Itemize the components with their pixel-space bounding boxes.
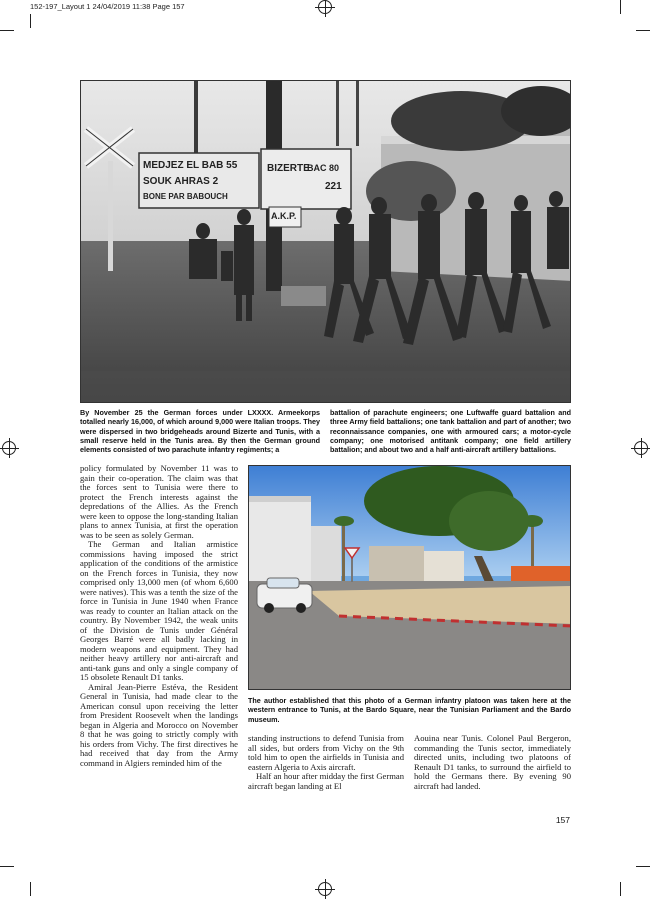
body-paragraph: Aouina near Tunis. Colonel Paul Bergeron, commanding the Tunis sector, immediately directed units, including two platoons of Renault D1 tanks, to surround the airfield to hold the Germans there. By evening 90 aircraft had landed. — [414, 733, 571, 791]
modern-photo — [248, 465, 571, 690]
registration-mark-top — [318, 0, 332, 14]
sign-medjez: MEDJEZ EL BAB 55 — [143, 160, 238, 171]
caption-top-left: By November 25 the German forces under LXXXX. Armeekorps totalled nearly 16,000, of which around 9,000 were Italian troops. They were dispersed in two bridgeheads around Bizerte and Tunis, with a small reserve held in the Tunis area. By then the German ground elements consisted of two parachute infantry regiments; a — [80, 408, 320, 455]
body-paragraph: standing instructions to defend Tunisia from all sides, but orders from Vichy on the 9th told him to open the airfields in Tunisia and eastern Algeria to Axis aircraft. — [248, 733, 404, 772]
body-paragraph: Amiral Jean-Pierre Estéva, the Resident General in Tunisia, had made clear to the American consul upon receiving the letter from President Roosevelt when the landings began in Algeria and Morocco on November 8 that he was going to strictly comply with his orders from Vichy. The first directives he had received that day from the Army command in Algiers reminded him of the — [80, 681, 238, 768]
body-paragraph: policy formulated by November 11 was to gain their co-operation. The claim was that the forces sent to Tunisia were there to protect the French interests against the depredations of the Allies. As the French were keen to oppose the long-standing Italian plans to annex Tunisia, at first the operation was to be seen as solely German. — [80, 463, 238, 540]
historical-photo — [80, 80, 571, 403]
page-number: 157 — [555, 815, 570, 825]
caption-top-right: battalion of parachute engineers; one Luftwaffe guard battalion and three Army field battalions; one tank battalion and part of another; two reconnaissance companies, one with armoured cars; a motor-cycle company; one motorised antitank company; one field artillery battalion; and about two and a half anti-aircraft artillery battalions. — [330, 408, 571, 455]
crop-mark — [30, 882, 31, 896]
crop-mark — [636, 866, 650, 867]
registration-mark-right — [634, 441, 648, 455]
registration-mark-left — [2, 441, 16, 455]
crop-mark — [620, 882, 621, 896]
historical-photo-illustration — [81, 81, 571, 403]
crop-mark — [620, 0, 621, 14]
body-column-left — [80, 464, 238, 768]
sign-bizerte: BIZERTE — [267, 163, 310, 174]
crop-mark — [30, 14, 31, 28]
crop-mark — [636, 30, 650, 31]
body-paragraph: Half an hour after midday the first German aircraft began landing at El — [248, 771, 404, 791]
body-column-right — [414, 734, 571, 791]
crop-mark — [0, 866, 14, 867]
print-slug: 152-197_Layout 1 24/04/2019 11:38 Page 157 — [30, 2, 185, 11]
registration-mark-bottom — [318, 882, 332, 896]
body-paragraph: The German and Italian armistice commissions having imposed the strict application of the conditions of the armistice on the French forces in Tunisia, they now comprised only 13,000 men (of whom 6,600 were natives). This was a tenth the size of the force in Tunisia in June 1940 when France was ready to counter an Italian attack on the country. By November 1942, the weak units of the Division de Tunis under Général Georges Barré were all badly lacking in modern weapons and equipment. They had neither heavy artillery nor anti-aircraft and anti-tank guns and only a single company of 15 obsolete Renault D1 tanks. — [80, 539, 238, 682]
sign-bac: BAC 80 — [307, 163, 340, 173]
sign-souk-ahras: SOUK AHRAS 2 — [143, 176, 219, 187]
body-column-middle — [248, 734, 404, 791]
modern-photo-illustration — [249, 466, 571, 690]
caption-bottom: The author established that this photo of a German infantry platoon was taken here at the western entrance to Tunis, at the Bardo Square, near the Tunisian Parliament and the Bardo museum. — [248, 696, 571, 724]
crop-mark — [0, 30, 14, 31]
sign-number: 221 — [325, 181, 342, 192]
sign-bone: BONE PAR BABOUCH — [143, 192, 228, 201]
sign-akp: A.K.P. — [271, 211, 297, 221]
